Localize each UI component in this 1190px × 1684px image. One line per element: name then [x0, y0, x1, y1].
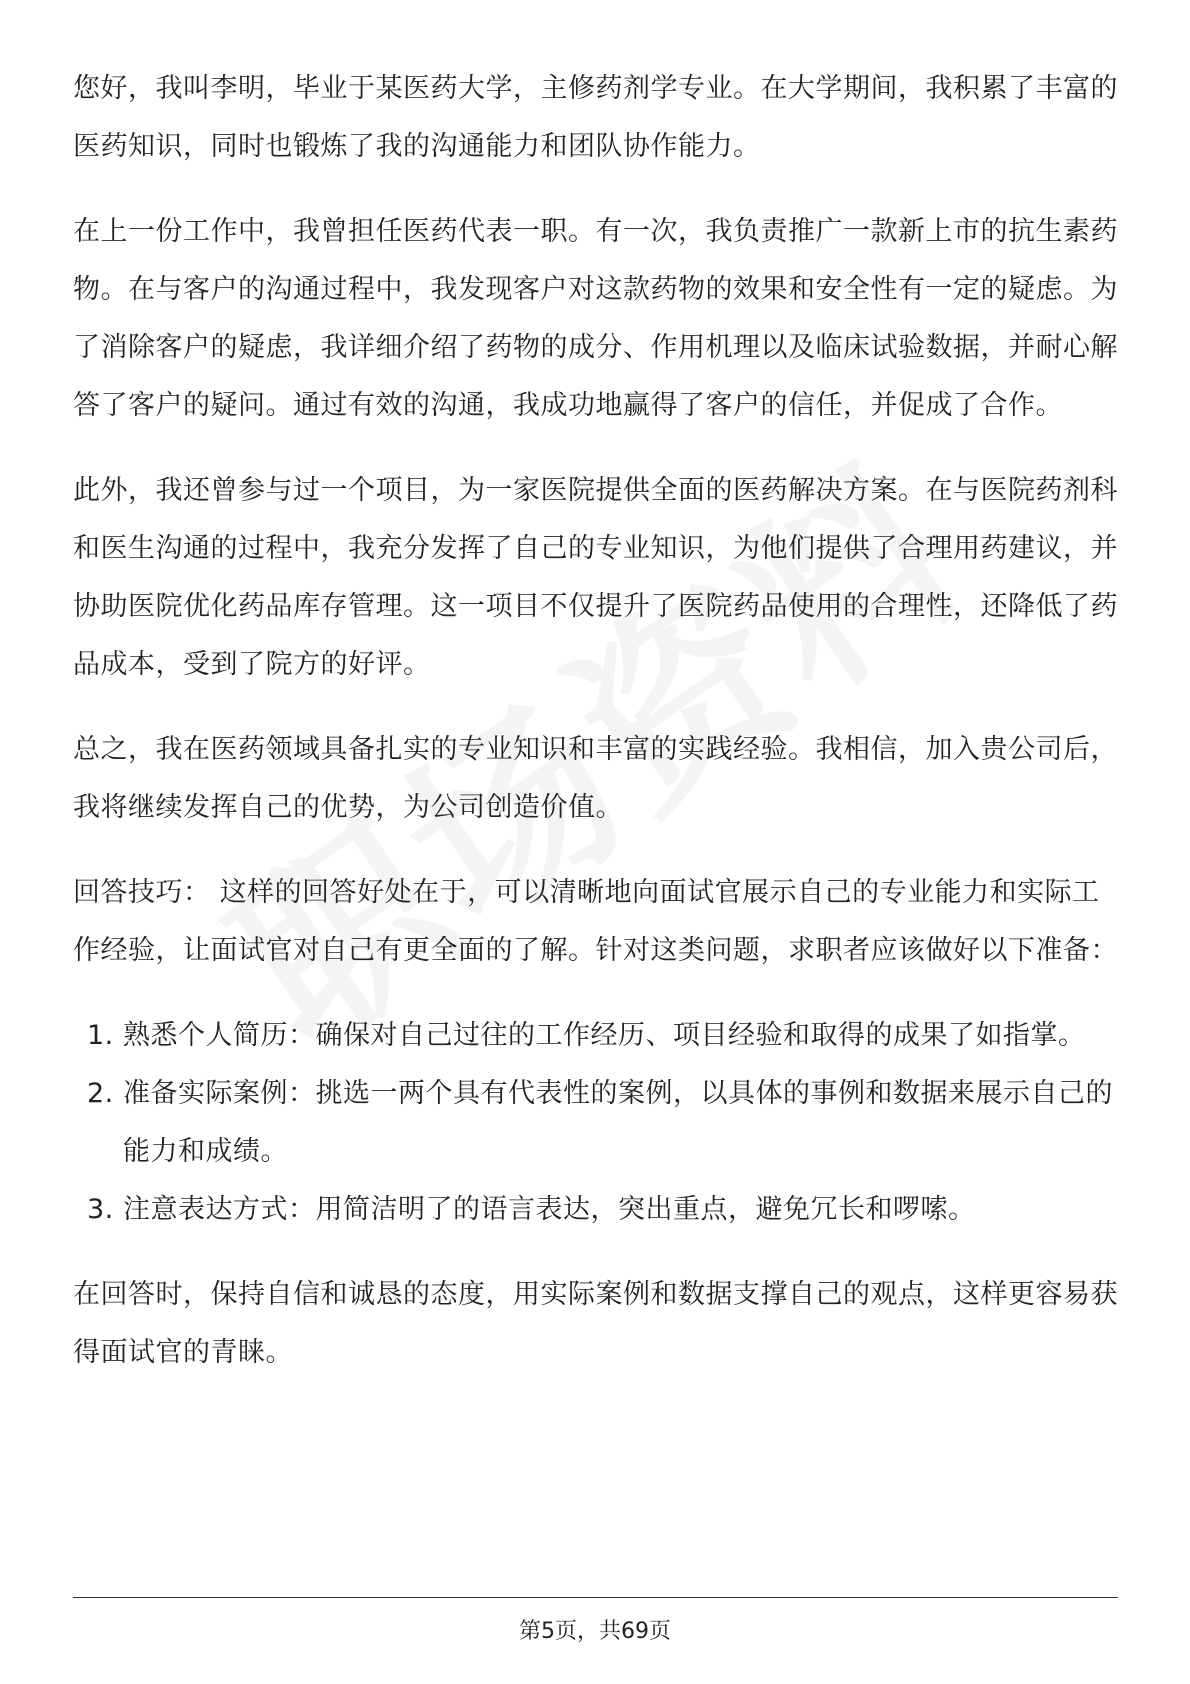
tips-list [73, 1007, 1118, 1239]
document-body [73, 60, 1118, 1409]
list-item-text: 准备实际案例：挑选一两个具有代表性的案例，以具体的事例和数据来展示自己的能力和成绩。 [123, 1078, 1113, 1167]
paragraph-closing: 在回答时，保持自信和诚恳的态度，用实际案例和数据支撑自己的观点，这样更容易获得面试官的青睐。 [73, 1279, 1118, 1368]
page-number: 第5页，共69页 [519, 1619, 671, 1644]
list-item-number: 2. [87, 1078, 114, 1109]
list-item [73, 1007, 1118, 1065]
footer-divider [73, 1597, 1118, 1598]
paragraph-project: 此外，我还曾参与过一个项目，为一家医院提供全面的医药解决方案。在与医院药剂科和医生沟通的过程中，我充分发挥了自己的专业知识，为他们提供了合理用药建议，并协助医院优化药品库存管理。这一项目不仅提升了医院药品使用的合理性，还降低了药品成本，受到了院方的好评。 [73, 475, 1118, 680]
paragraph-summary: 总之，我在医药领域具备扎实的专业知识和丰富的实践经验。我相信，加入贵公司后，我将继续发挥自己的优势，为公司创造价值。 [73, 734, 1118, 823]
paragraph-work-experience: 在上一份工作中，我曾担任医药代表一职。有一次，我负责推广一款新上市的抗生素药物。在与客户的沟通过程中，我发现客户对这款药物的效果和安全性有一定的疑虑。为了消除客户的疑虑，我详细介绍了药物的成分、作用机理以及临床试验数据，并耐心解答了客户的疑问。通过有效的沟通，我成功地赢得了客户的信任，并促成了合作。 [73, 216, 1118, 421]
list-item [73, 1181, 1118, 1239]
list-item-number: 3. [87, 1194, 114, 1225]
paragraph-answer-tips: 回答技巧： 这样的回答好处在于，可以清晰地向面试官展示自己的专业能力和实际工作经验，让面试官对自己有更全面的了解。针对这类问题，求职者应该做好以下准备： [73, 877, 1118, 966]
list-item-text: 注意表达方式：用简洁明了的语言表达，突出重点，避免冗长和啰嗦。 [123, 1194, 976, 1225]
list-item [73, 1065, 1118, 1181]
list-item-number: 1. [87, 1020, 114, 1051]
list-item-text: 熟悉个人简历：确保对自己过往的工作经历、项目经验和取得的成果了如指掌。 [123, 1020, 1086, 1051]
paragraph-intro: 您好，我叫李明，毕业于某医药大学，主修药剂学专业。在大学期间，我积累了丰富的医药知识，同时也锻炼了我的沟通能力和团队协作能力。 [73, 73, 1118, 162]
